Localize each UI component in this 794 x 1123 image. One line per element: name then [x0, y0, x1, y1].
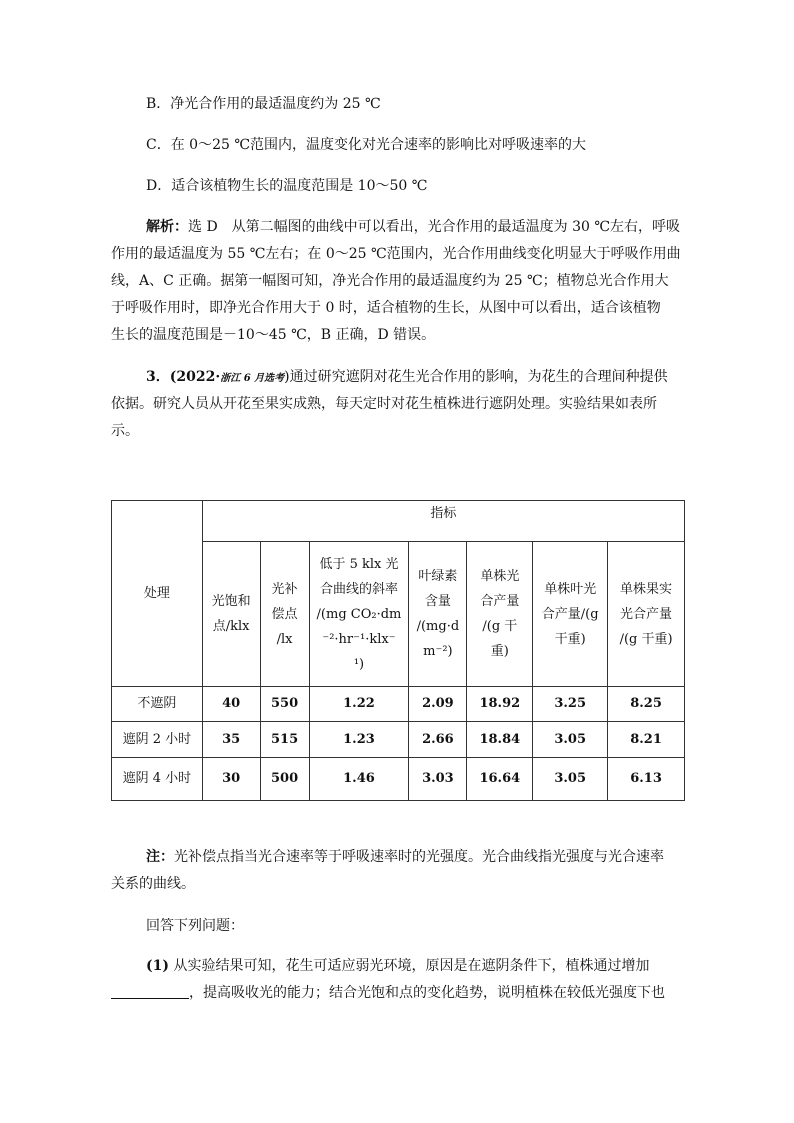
indicator-header: 指标: [202, 501, 684, 542]
note-label: 注：: [146, 849, 174, 865]
table-cell: 550: [260, 687, 309, 722]
table-cell: 1.46: [309, 758, 409, 801]
column-header: 单株光 合产量 /(g 干 重): [467, 542, 533, 687]
question-number: 3．: [146, 369, 170, 385]
table-cell: 1.22: [309, 687, 409, 722]
column-header: 光补 偿点 /lx: [260, 542, 309, 687]
table-cell: 3.05: [533, 722, 608, 758]
row-label: 遮阴 4 小时: [112, 758, 203, 801]
option-d: D．适合该植物生长的温度范围是 10～50 ℃: [146, 178, 428, 194]
question-source: 浙江 6 月选考: [220, 373, 285, 384]
option-c: C．在 0～25 ℃范围内，温度变化对光合速率的影响比对呼吸速率的大: [146, 137, 586, 153]
note-line-1: 注：光补偿点指当光合速率等于呼吸速率时的光强度。光合曲线指光强度与光合速率: [146, 849, 664, 865]
table-cell: 8.21: [608, 722, 685, 758]
analysis-label: 解析：: [146, 219, 188, 235]
table-cell: 500: [260, 758, 309, 801]
question-3-line-2: 依据。研究人员从开花至果实成熟，每天定时对花生植株进行遮阴处理。实验结果如表所: [111, 396, 657, 412]
table-row: [112, 758, 685, 801]
analysis-line-4: 于呼吸作用时，即净光合作用大于 0 时，适合植物的生长，从图中可以看出，适合该植物: [111, 300, 661, 316]
analysis-line-1: 解析：选 D 从第二幅图的曲线中可以看出，光合作用的最适温度为 30 ℃左右，呼吸: [146, 219, 681, 235]
column-header: 单株叶光 合产量/(g 干重): [533, 542, 608, 687]
column-header: 叶绿素 含量 /(mg·d m⁻²): [409, 542, 467, 687]
analysis-line-3: 线，A、C 正确。据第一幅图可知，净光合作用的最适温度约为 25 ℃；植物总光合作用大: [111, 273, 669, 289]
answer-blank[interactable]: [111, 984, 189, 999]
analysis-line-2: 作用的最适温度为 55 ℃左右；在 0～25 ℃范围内，光合作用曲线变化明显大于呼吸作用曲: [111, 246, 681, 262]
option-b: B．净光合作用的最适温度约为 25 ℃: [146, 96, 381, 112]
table-cell: 3.03: [409, 758, 467, 801]
table-cell: 2.09: [409, 687, 467, 722]
subquestion-number: (1): [146, 958, 169, 974]
table-cell: 35: [202, 722, 260, 758]
table-cell: 6.13: [608, 758, 685, 801]
question-3-line-1: 3．(2022·浙江 6 月选考)通过研究遮阴对花生光合作用的影响，为花生的合理间种提供: [146, 369, 668, 385]
treatment-header: 处理: [112, 501, 203, 687]
subquestion-1-line-2: ，提高吸收光的能力；结合光饱和点的变化趋势，说明植株在较低光强度下也: [111, 984, 665, 1002]
answer-prompt: 回答下列问题：: [146, 918, 244, 934]
question-3-line-3: 示。: [111, 423, 139, 439]
column-header: 低于 5 klx 光 合曲线的斜率 /(mg CO₂·dm ⁻²·hr⁻¹·klx⁻ ¹): [309, 542, 409, 687]
column-header: 光饱和 点/klx: [202, 542, 260, 687]
table-cell: 515: [260, 722, 309, 758]
table-cell: 1.23: [309, 722, 409, 758]
table-row: [112, 722, 685, 758]
table-cell: 30: [202, 758, 260, 801]
note-line-2: 关系的曲线。: [111, 876, 195, 892]
analysis-line-5: 生长的温度范围是－10～45 ℃，B 正确，D 错误。: [111, 327, 436, 343]
column-header: 单株果实 光合产量 /(g 干重): [608, 542, 685, 687]
table-cell: 3.05: [533, 758, 608, 801]
table-cell: 8.25: [608, 687, 685, 722]
row-label: 不遮阴: [112, 687, 203, 722]
table-row: [112, 687, 685, 722]
table-cell: 18.92: [467, 687, 533, 722]
row-label: 遮阴 2 小时: [112, 722, 203, 758]
table-cell: 16.64: [467, 758, 533, 801]
table-cell: 2.66: [409, 722, 467, 758]
table-cell: 3.25: [533, 687, 608, 722]
results-table: [111, 500, 685, 801]
table-cell: 40: [202, 687, 260, 722]
subquestion-1-line-1: (1) 从实验结果可知，花生可适应弱光环境，原因是在遮阴条件下，植株通过增加: [146, 958, 650, 974]
table-cell: 18.84: [467, 722, 533, 758]
